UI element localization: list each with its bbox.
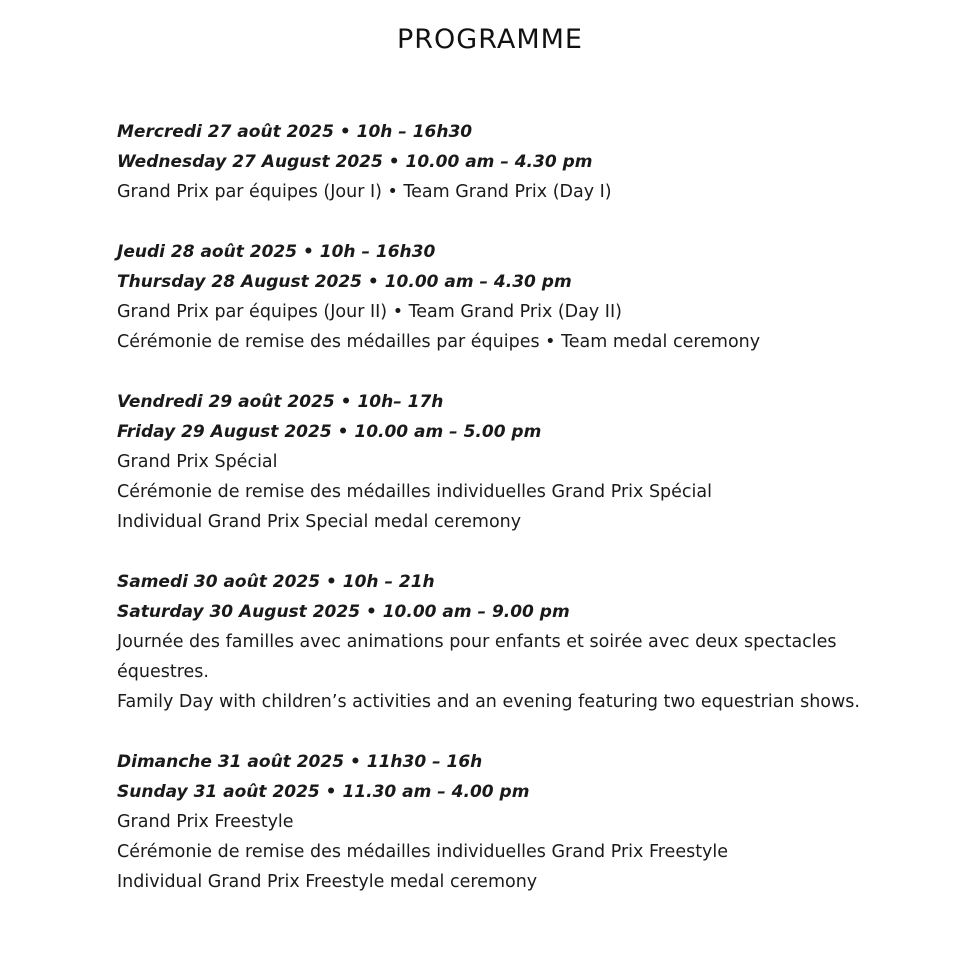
event-item: Journée des familles avec animations pour enfants et soirée avec deux spectacles équestres.: [117, 632, 837, 682]
event-item: Grand Prix Freestyle: [117, 812, 294, 832]
day-heading-fr: Vendredi 29 août 2025 • 10h– 17h: [117, 392, 444, 412]
day-heading-fr: Jeudi 28 août 2025 • 10h – 16h30: [117, 242, 436, 262]
event-item: Family Day with children’s activities and an evening featuring two equestrian shows.: [117, 692, 860, 712]
event-item: Individual Grand Prix Special medal ceremony: [117, 512, 522, 532]
page-title: PROGRAMME: [396, 24, 583, 55]
event-item: Individual Grand Prix Freestyle medal ceremony: [117, 872, 538, 892]
event-item: Cérémonie de remise des médailles individuelles Grand Prix Freestyle: [117, 842, 729, 862]
day-heading-en: Wednesday 27 August 2025 • 10.00 am – 4.30 pm: [117, 152, 593, 172]
day-heading-fr: Dimanche 31 août 2025 • 11h30 – 16h: [117, 752, 483, 772]
day-thursday: [117, 237, 877, 357]
day-heading-en: Sunday 31 août 2025 • 11.30 am – 4.00 pm: [117, 782, 530, 802]
day-wednesday: [117, 117, 877, 207]
event-item: Grand Prix par équipes (Jour I) • Team Grand Prix (Day I): [117, 182, 612, 202]
event-item: Cérémonie de remise des médailles individuelles Grand Prix Spécial: [117, 482, 712, 502]
day-heading-fr: Samedi 30 août 2025 • 10h – 21h: [117, 572, 435, 592]
day-heading-en: Thursday 28 August 2025 • 10.00 am – 4.30 pm: [117, 272, 572, 292]
day-friday: [117, 387, 877, 537]
day-sunday: [117, 747, 877, 897]
day-heading-en: Saturday 30 August 2025 • 10.00 am – 9.00 pm: [117, 602, 570, 622]
day-saturday: [117, 567, 877, 717]
programme-list: [117, 117, 877, 927]
event-item: Grand Prix Spécial: [117, 452, 278, 472]
event-item: Grand Prix par équipes (Jour II) • Team Grand Prix (Day II): [117, 302, 622, 322]
day-heading-fr: Mercredi 27 août 2025 • 10h – 16h30: [117, 122, 473, 142]
day-heading-en: Friday 29 August 2025 • 10.00 am – 5.00 pm: [117, 422, 542, 442]
event-item: Cérémonie de remise des médailles par équipes • Team medal ceremony: [117, 332, 761, 352]
